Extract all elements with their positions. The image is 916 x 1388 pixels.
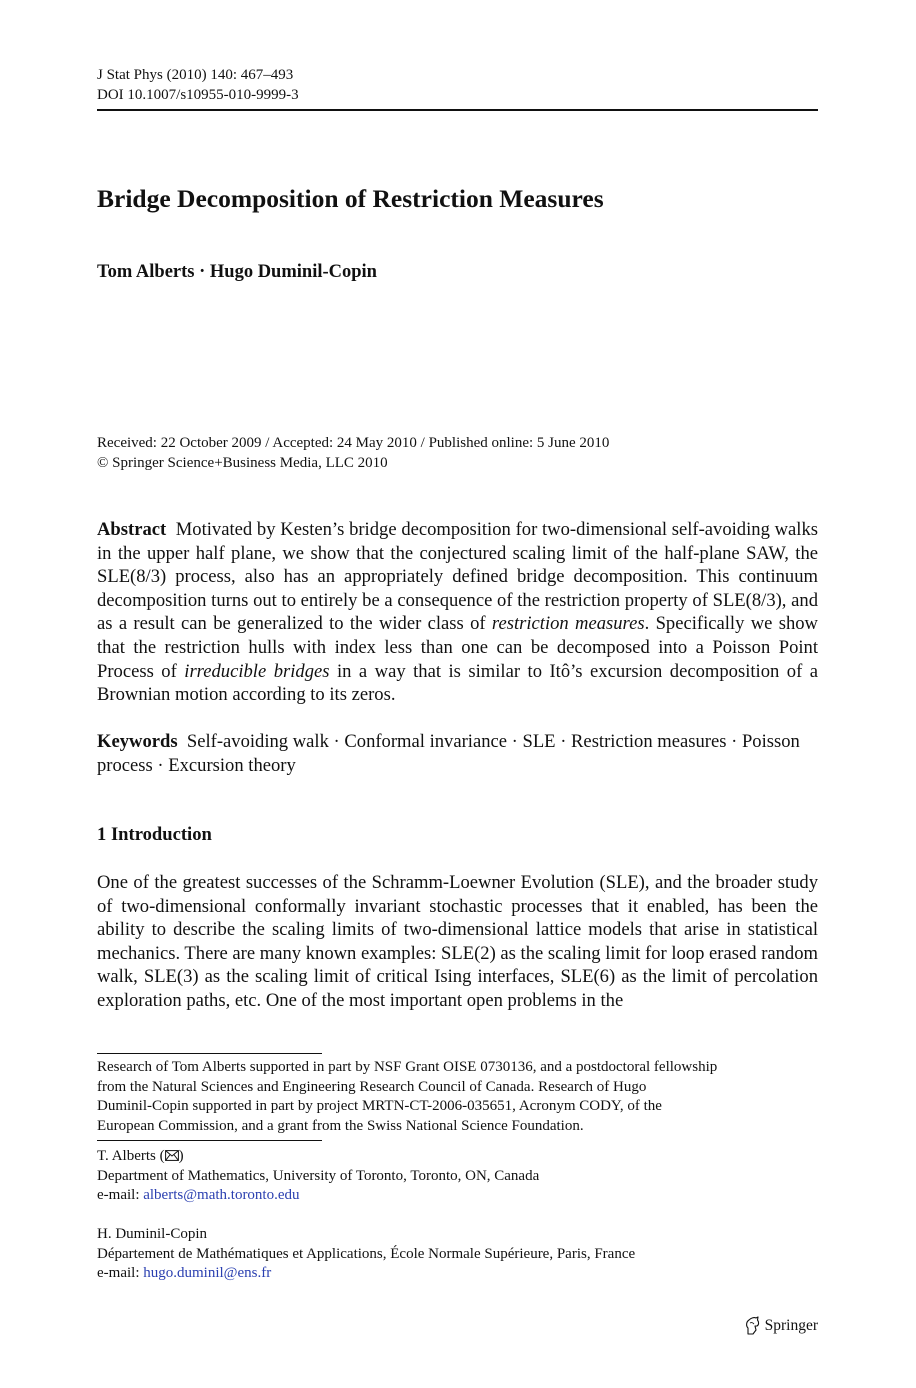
abstract-emphasis-1: restriction measures	[491, 613, 645, 635]
springer-horse-icon	[744, 1316, 761, 1336]
email-link[interactable]: alberts@math.toronto.edu	[143, 1187, 300, 1203]
keywords	[97, 730, 818, 777]
author-name: H. Duminil-Copin	[97, 1226, 208, 1242]
doi: DOI 10.1007/s10955-010-9999-3	[97, 86, 299, 103]
abstract-text-1: Motivated by Kesten’s bridge decomposition for two-dimensional self-avoiding walks in the upper half plane, we show that the conjectured scaling limit of the half-plane SAW, the SLE(8/3) process, also has an appropriately defined bridge decomposition. This continuum decomposition turns out to entirely be a consequence of the restriction property of SLE(8/3), and as a result can be generalized to the wider class of	[97, 519, 819, 635]
footnote-line: Research of Tom Alberts supported in part by NSF Grant OISE 0730136, and a postdoctoral fellowship	[97, 1059, 718, 1075]
author-list: Tom Alberts · Hugo Duminil-Copin	[97, 262, 377, 282]
journal-header	[97, 66, 299, 105]
footnote-line: Duminil-Copin supported in part by project MRTN-CT-2006-035651, Acronym CODY, of the	[97, 1098, 662, 1114]
abstract-text-2: . Specifically we show that the restriction hulls with index less than one can be decomposed into a Poisson Point Process of	[97, 613, 818, 682]
section-heading: 1 Introduction	[97, 824, 212, 845]
keywords-label: Keywords	[97, 731, 178, 752]
funding-footnote	[97, 1058, 818, 1136]
department: Département de Mathématiques et Applications, École Normale Supérieure, Paris, France	[97, 1245, 636, 1262]
affiliation-alberts	[97, 1147, 818, 1206]
abstract-label: Abstract	[97, 519, 167, 540]
footnote-line: from the Natural Sciences and Engineering Research Council of Canada. Research of Hugo	[97, 1078, 647, 1095]
email-link[interactable]: hugo.duminil@ens.fr	[143, 1265, 272, 1281]
abstract-emphasis-2: irreducible bridges	[184, 660, 330, 682]
department: Department of Mathematics, University of Toronto, Toronto, ON, Canada	[97, 1167, 540, 1184]
author-name: T. Alberts ( )	[97, 1148, 184, 1164]
introduction-paragraph: One of the greatest successes of the Schramm-Loewner Evolution (SLE), and the broader study of two-dimensional conformally invariant stochastic processes that it enabled, has been the ability to describe the scaling limits of two-dimensional lattice models that arise in statistical mechanics. There are many known examples: SLE(2) as the scaling limit for loop erased random walk, SLE(3) as the scaling limit of critical Ising interfaces, SLE(6) as the limit of percolation exploration paths, etc. One of the most important open problems in the	[97, 872, 818, 1011]
affiliation-rule	[97, 1140, 322, 1141]
copyright-line: © Springer Science+Business Media, LLC 2010	[97, 454, 388, 471]
email-line: e-mail: hugo.duminil@ens.fr	[97, 1265, 272, 1281]
envelope-icon	[165, 1150, 179, 1161]
keywords-text: Self-avoiding walk · Conformal invariance · SLE · Restriction measures · Poisson process · Excursion theory	[97, 731, 800, 776]
received-accepted-line: Received: 22 October 2009 / Accepted: 24 May 2010 / Published online: 5 June 2010	[97, 435, 610, 451]
paper-title: Bridge Decomposition of Restriction Measures	[97, 184, 604, 213]
abstract	[97, 518, 818, 707]
abstract-text-3: in a way that is similar to Itô’s excursion decomposition of a Brownian motion according to its zeros.	[97, 660, 819, 706]
footnote-line: European Commission, and a grant from the Swiss National Science Foundation.	[97, 1117, 584, 1134]
header-rule	[97, 109, 818, 111]
email-line: e-mail: alberts@math.toronto.edu	[97, 1187, 300, 1203]
publisher-logo	[744, 1316, 818, 1336]
footnote-rule	[97, 1053, 322, 1054]
affiliation-duminil-copin	[97, 1225, 818, 1284]
journal-citation: J Stat Phys (2010) 140: 467–493	[97, 67, 294, 83]
publication-dates	[97, 434, 818, 473]
publisher-name: Springer	[764, 1317, 818, 1334]
